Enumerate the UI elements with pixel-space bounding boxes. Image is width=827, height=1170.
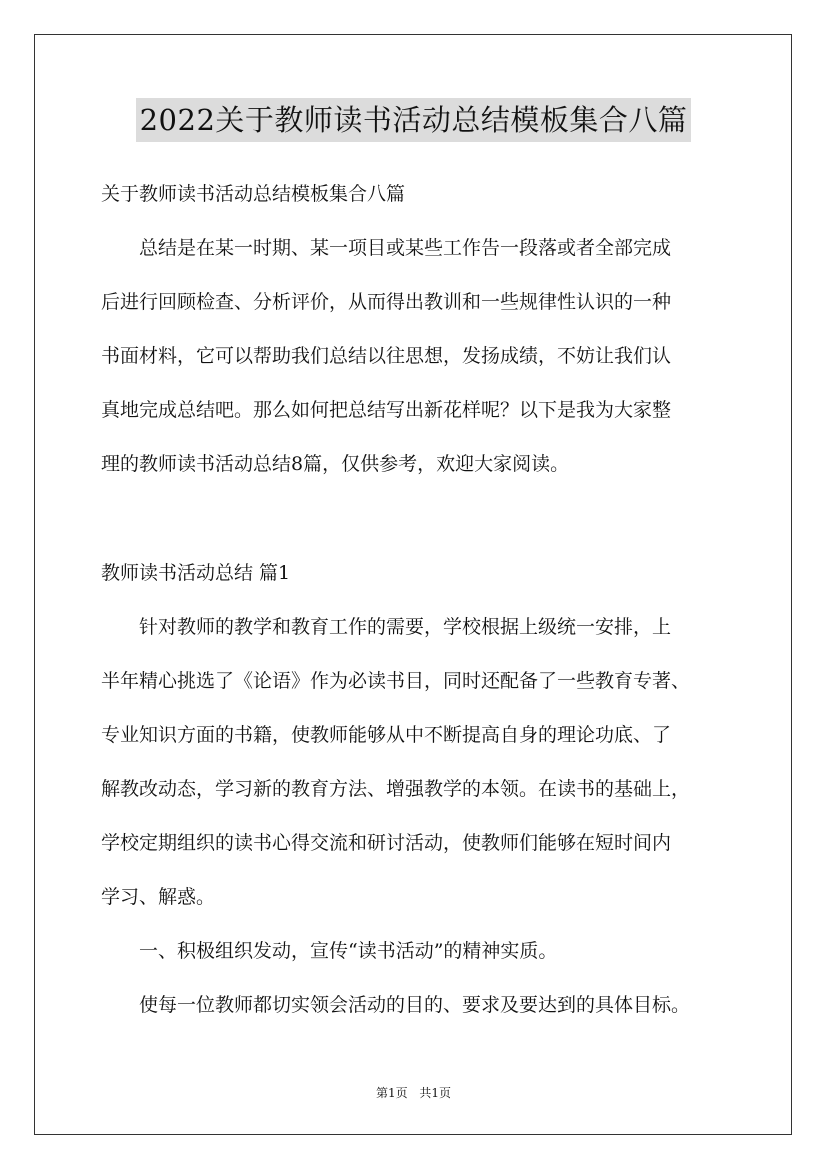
section-line-7: 一、积极组织发动，宣传“读书活动”的精神实质。 [101,940,558,962]
section-line-8: 使每一位教师都切实领会活动的目的、要求及要达到的具体目标。 [101,994,691,1016]
title-container [0,98,827,142]
document-title: 2022关于教师读书活动总结模板集合八篇 [136,98,692,142]
page-footer [0,1085,827,1101]
section-line-3: 专业知识方面的书籍，使教师能够从中不断提高自身的理论功底、了 [101,724,672,746]
intro-line-2: 后进行回顾检查、分析评价，从而得出教训和一些规律性认识的一种 [101,291,672,313]
section-line-2: 半年精心挑选了《论语》作为必读书目，同时还配备了一些教育专著、 [101,670,691,692]
section-line-4: 解教改动态，学习新的教育方法、增强教学的本领。在读书的基础上， [101,778,691,800]
intro-line-3: 书面材料，它可以帮助我们总结以往思想，发扬成绩，不妨让我们认 [101,345,672,367]
section-heading: 教师读书活动总结 篇1 [101,562,291,584]
intro-line-4: 真地完成总结吧。那么如何把总结写出新花样呢？以下是我为大家整 [101,399,672,421]
section-line-1: 针对教师的教学和教育工作的需要，学校根据上级统一安排，上 [101,616,672,638]
section-line-5: 学校定期组织的读书心得交流和研讨活动，使教师们能够在短时间内 [101,832,672,854]
intro-line-5: 理的教师读书活动总结8篇，仅供参考，欢迎大家阅读。 [101,453,570,475]
section-line-6: 学习、解惑。 [101,886,216,908]
document-subtitle: 关于教师读书活动总结模板集合八篇 [101,183,406,205]
intro-line-1: 总结是在某一时期、某一项目或某些工作告一段落或者全部完成 [101,237,672,259]
page-number: 第1页 [375,1086,408,1100]
page-total: 共1页 [419,1086,452,1100]
